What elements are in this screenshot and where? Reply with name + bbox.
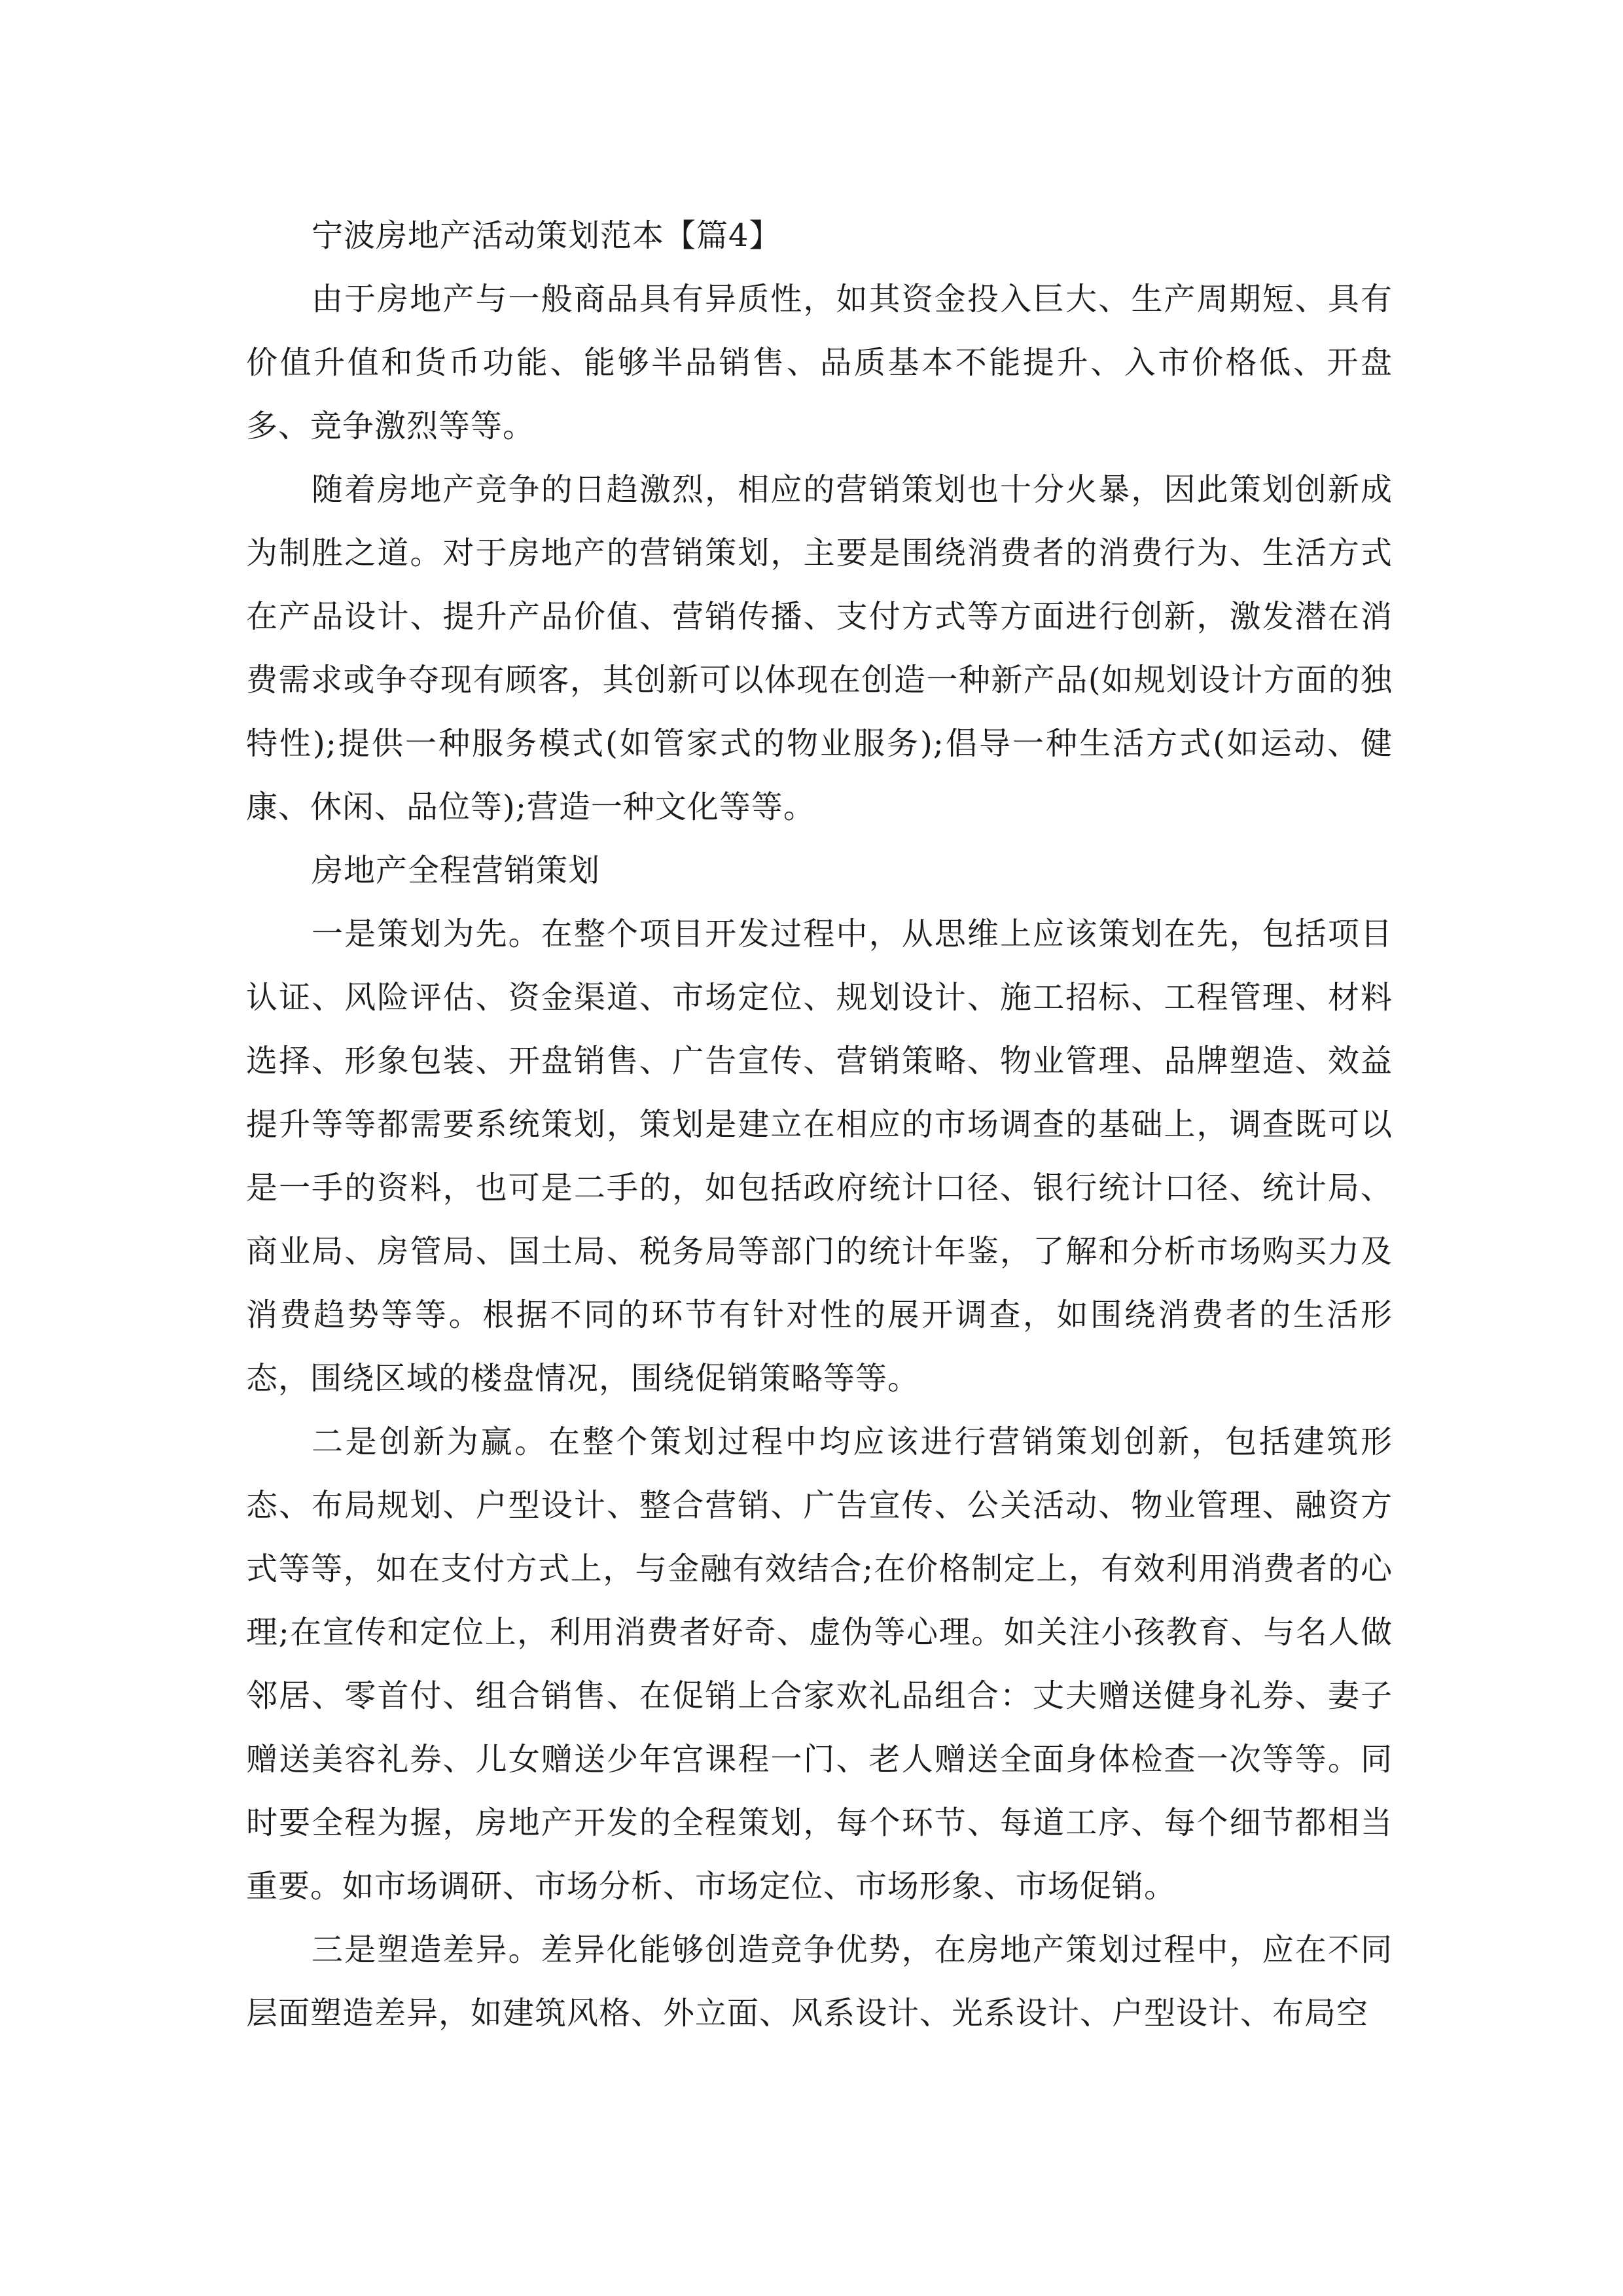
document-title: 宁波房地产活动策划范本【篇4】	[312, 217, 781, 254]
paragraph-planning-first: 一是策划为先。在整个项目开发过程中，从思维上应该策划在先，包括项目认证、风险评估、资金渠道、市场定位、规划设计、施工招标、工程管理、材料选择、形象包装、开盘销售、广告宣传、营销策略、物业管理、品牌塑造、效益提升等等都需要系统策划，策划是建立在相应的市场调查的基础上，调查既可以是一手的资料，也可是二手的，如包括政府统计口径、银行统计口径、统计局、商业局、房管局、国土局、税务局等部门的统计年鉴，了解和分析市场购买力及消费趋势等等。根据不同的环节有针对性的展开调查，如围绕消费者的生活形态，围绕区域的楼盘情况，围绕促销策略等等。	[246, 916, 1393, 1397]
paragraph-differentiation: 三是塑造差异。差异化能够创造竞争优势，在房地产策划过程中，应在不同层面塑造差异，如建筑风格、外立面、风系设计、光系设计、户型设计、布局空	[246, 1931, 1393, 2032]
document-body	[246, 204, 1393, 2045]
paragraph-competition: 随着房地产竞争的日趋激烈，相应的营销策划也十分火暴，因此策划创新成为制胜之道。对于房地产的营销策划，主要是围绕消费者的消费行为、生活方式在产品设计、提升产品价值、营销传播、支付方式等方面进行创新，激发潜在消费需求或争夺现有顾客，其创新可以体现在创造一种新产品(如规划设计方面的独特性);提供一种服务模式(如管家式的物业服务);倡导一种生活方式(如运动、健康、休闲、品位等);营造一种文化等等。	[246, 471, 1393, 825]
paragraph-innovation-wins: 二是创新为赢。在整个策划过程中均应该进行营销策划创新，包括建筑形态、布局规划、户型设计、整合营销、广告宣传、公关活动、物业管理、融资方式等等，如在支付方式上，与金融有效结合;在价格制定上，有效利用消费者的心理;在宣传和定位上，利用消费者好奇、虚伪等心理。如关注小孩教育、与名人做邻居、零首付、组合销售、在促销上合家欢礼品组合：丈夫赠送健身礼券、妻子赠送美容礼券、儿女赠送少年宫课程一门、老人赠送全面身体检查一次等等。同时要全程为握，房地产开发的全程策划，每个环节、每道工序、每个细节都相当重要。如市场调研、市场分析、市场定位、市场形象、市场促销。	[246, 1424, 1393, 1905]
paragraph-intro: 由于房地产与一般商品具有异质性，如其资金投入巨大、生产周期短、具有价值升值和货币功能、能够半品销售、品质基本不能提升、入市价格低、开盘多、竞争激烈等等。	[246, 281, 1393, 444]
section-heading: 房地产全程营销策划	[312, 852, 601, 889]
